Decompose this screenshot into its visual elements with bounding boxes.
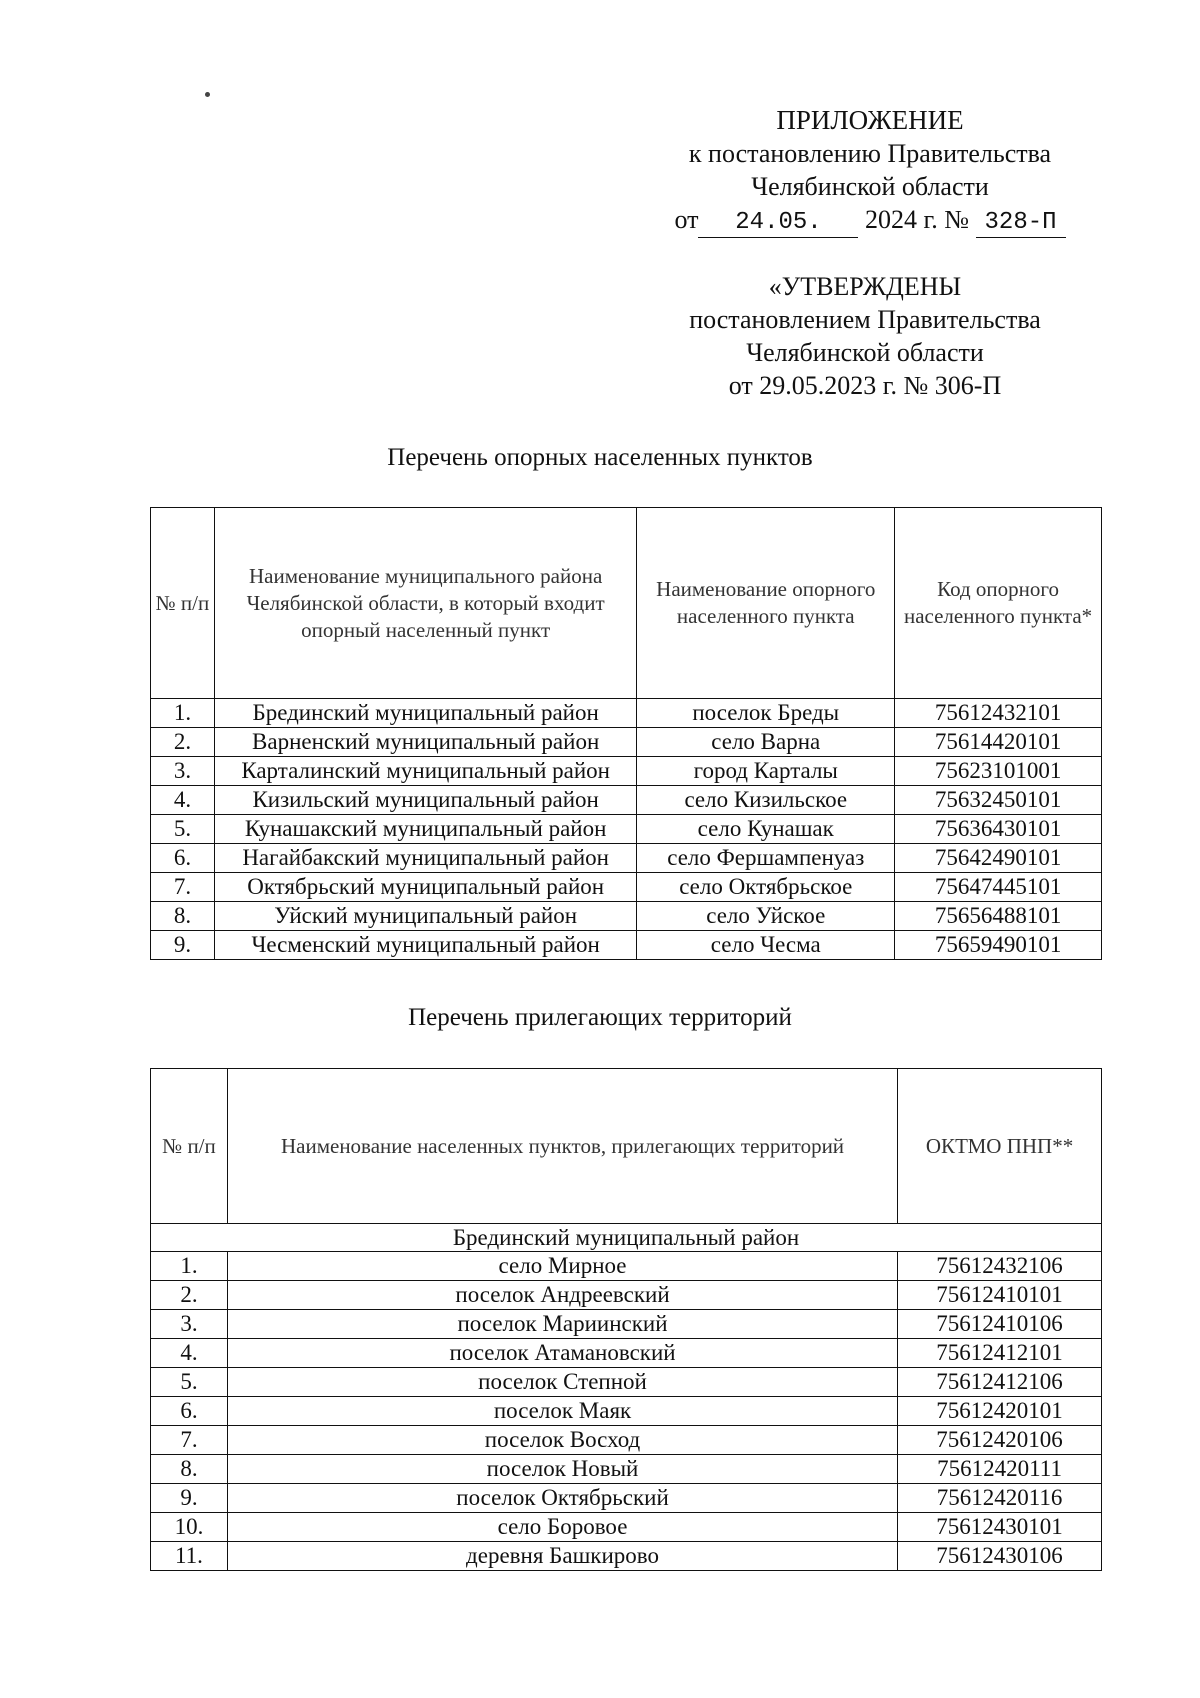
table-row — [151, 815, 1102, 844]
table1-cell-num: 4. — [151, 786, 215, 815]
approved-line-2: Челябинской области — [746, 338, 984, 367]
table-row — [151, 1426, 1102, 1455]
annex-date-value: 24.05. — [698, 209, 858, 238]
table1-cell-district: Нагайбакский муниципальный район — [214, 844, 636, 873]
table-row — [151, 757, 1102, 786]
table2-cell-oktmo: 75612430101 — [898, 1513, 1102, 1542]
table1-cell-district: Карталинский муниципальный район — [214, 757, 636, 786]
table1-title: Перечень опорных населенных пунктов — [387, 444, 813, 471]
table1-cell-code: 75623101001 — [895, 757, 1102, 786]
table1-cell-code: 75656488101 — [895, 902, 1102, 931]
table2-cell-name: поселок Мариинский — [227, 1310, 897, 1339]
table2-cell-name: село Боровое — [227, 1513, 897, 1542]
table-row — [151, 844, 1102, 873]
support-settlements-table — [150, 507, 1102, 960]
table1-cell-num: 6. — [151, 844, 215, 873]
table2-cell-name: поселок Новый — [227, 1455, 897, 1484]
table1-header-code: Код опорного населенного пункта* — [895, 508, 1102, 699]
table1-cell-settlement: село Кизильское — [637, 786, 895, 815]
table1-cell-code: 75614420101 — [895, 728, 1102, 757]
approved-line-3: от 29.05.2023 г. № 306-П — [728, 371, 1002, 400]
annex-date-prefix: от — [674, 205, 699, 234]
table1-cell-district: Варненский муниципальный район — [214, 728, 636, 757]
table1-cell-settlement: поселок Бреды — [637, 699, 895, 728]
table2-cell-oktmo: 75612432106 — [898, 1252, 1102, 1281]
table1-cell-settlement: село Уйское — [637, 902, 895, 931]
table-row — [151, 1339, 1102, 1368]
table2-cell-num: 9. — [151, 1484, 228, 1513]
table1-cell-settlement: село Кунашак — [637, 815, 895, 844]
table-row — [151, 1252, 1102, 1281]
annex-year-text: 2024 г. № — [864, 205, 970, 234]
approved-line-1: постановлением Правительства — [689, 305, 1041, 334]
table1-cell-settlement: село Варна — [637, 728, 895, 757]
table2-cell-oktmo: 75612420106 — [898, 1426, 1102, 1455]
table-row — [151, 1513, 1102, 1542]
table2-cell-num: 2. — [151, 1281, 228, 1310]
table1-cell-num: 7. — [151, 873, 215, 902]
table1-cell-settlement: село Октябрьское — [637, 873, 895, 902]
table1-cell-num: 1. — [151, 699, 215, 728]
table1-cell-settlement: город Карталы — [637, 757, 895, 786]
table-row — [151, 728, 1102, 757]
table1-cell-num: 9. — [151, 931, 215, 960]
table2-cell-num: 10. — [151, 1513, 228, 1542]
table2-cell-oktmo: 75612412106 — [898, 1368, 1102, 1397]
table2-cell-num: 7. — [151, 1426, 228, 1455]
scan-speck — [205, 92, 210, 97]
table2-cell-num: 1. — [151, 1252, 228, 1281]
annex-line-1: к постановлению Правительства — [688, 139, 1052, 168]
table2-cell-oktmo: 75612420116 — [898, 1484, 1102, 1513]
table1-cell-num: 3. — [151, 757, 215, 786]
table1-cell-district: Брединский муниципальный район — [214, 699, 636, 728]
table1-header-settlement: Наименование опорного населенного пункта — [637, 508, 895, 699]
table1-cell-code: 75632450101 — [895, 786, 1102, 815]
table2-cell-name: поселок Андреевский — [227, 1281, 897, 1310]
table2-cell-oktmo: 75612410106 — [898, 1310, 1102, 1339]
table2-cell-oktmo: 75612420101 — [898, 1397, 1102, 1426]
table1-cell-district: Чесменский муниципальный район — [214, 931, 636, 960]
table2-cell-num: 6. — [151, 1397, 228, 1426]
table1-cell-code: 75636430101 — [895, 815, 1102, 844]
table1-header-row — [151, 508, 1102, 699]
table2-header-row — [151, 1069, 1102, 1224]
table2-cell-num: 3. — [151, 1310, 228, 1339]
table-row — [151, 902, 1102, 931]
table1-cell-district: Кизильский муниципальный район — [214, 786, 636, 815]
table2-cell-name: поселок Атамановский — [227, 1339, 897, 1368]
table1-header-district: Наименование муниципального района Челябинской области, в который входит опорный населенный пункт — [214, 508, 636, 699]
table1-header-num: № п/п — [151, 508, 215, 699]
table1-cell-code: 75612432101 — [895, 699, 1102, 728]
table1-cell-code: 75659490101 — [895, 931, 1102, 960]
table1-cell-settlement: село Фершампенуаз — [637, 844, 895, 873]
table2-cell-name: поселок Степной — [227, 1368, 897, 1397]
table1-cell-settlement: село Чесма — [637, 931, 895, 960]
table-row — [151, 1484, 1102, 1513]
table-row — [151, 1281, 1102, 1310]
table2-header-num: № п/п — [151, 1069, 228, 1224]
annex-number-value: 328-П — [976, 209, 1066, 238]
table1-cell-code: 75647445101 — [895, 873, 1102, 902]
table1-cell-district: Уйский муниципальный район — [214, 902, 636, 931]
table2-cell-oktmo: 75612430106 — [898, 1542, 1102, 1571]
annex-block — [640, 104, 1100, 238]
table2-cell-oktmo: 75612420111 — [898, 1455, 1102, 1484]
table-row — [151, 699, 1102, 728]
table2-cell-num: 5. — [151, 1368, 228, 1397]
table2-cell-name: деревня Башкирово — [227, 1542, 897, 1571]
table2-title: Перечень прилегающих территорий — [408, 1004, 792, 1031]
table-row — [151, 1455, 1102, 1484]
table1-cell-num: 2. — [151, 728, 215, 757]
table2-group-row — [151, 1224, 1102, 1252]
table1-cell-num: 5. — [151, 815, 215, 844]
annex-title: ПРИЛОЖЕНИЕ — [776, 105, 964, 135]
table2-cell-name: поселок Маяк — [227, 1397, 897, 1426]
table-row — [151, 1542, 1102, 1571]
adjacent-territories-table — [150, 1068, 1102, 1571]
table2-header-oktmo: ОКТМО ПНП** — [898, 1069, 1102, 1224]
table2-header-name: Наименование населенных пунктов, прилегающих территорий — [227, 1069, 897, 1224]
table1-cell-num: 8. — [151, 902, 215, 931]
table2-cell-num: 11. — [151, 1542, 228, 1571]
table2-cell-name: поселок Восход — [227, 1426, 897, 1455]
table-row — [151, 1397, 1102, 1426]
annex-date-line — [640, 203, 1100, 238]
table1-cell-code: 75642490101 — [895, 844, 1102, 873]
table2-cell-name: поселок Октябрьский — [227, 1484, 897, 1513]
table-row — [151, 786, 1102, 815]
table2-cell-oktmo: 75612410101 — [898, 1281, 1102, 1310]
table-row — [151, 931, 1102, 960]
table-row — [151, 1310, 1102, 1339]
table1-cell-district: Октябрьский муниципальный район — [214, 873, 636, 902]
annex-line-2: Челябинской области — [751, 172, 989, 201]
table2-cell-num: 4. — [151, 1339, 228, 1368]
table2-cell-num: 8. — [151, 1455, 228, 1484]
table2-cell-oktmo: 75612412101 — [898, 1339, 1102, 1368]
table-row — [151, 873, 1102, 902]
table2-group-label: Брединский муниципальный район — [151, 1224, 1102, 1252]
approved-block — [655, 270, 1075, 402]
table-row — [151, 1368, 1102, 1397]
table1-cell-district: Кунашакский муниципальный район — [214, 815, 636, 844]
approved-title: «УТВЕРЖДЕНЫ — [768, 272, 962, 301]
table2-cell-name: село Мирное — [227, 1252, 897, 1281]
